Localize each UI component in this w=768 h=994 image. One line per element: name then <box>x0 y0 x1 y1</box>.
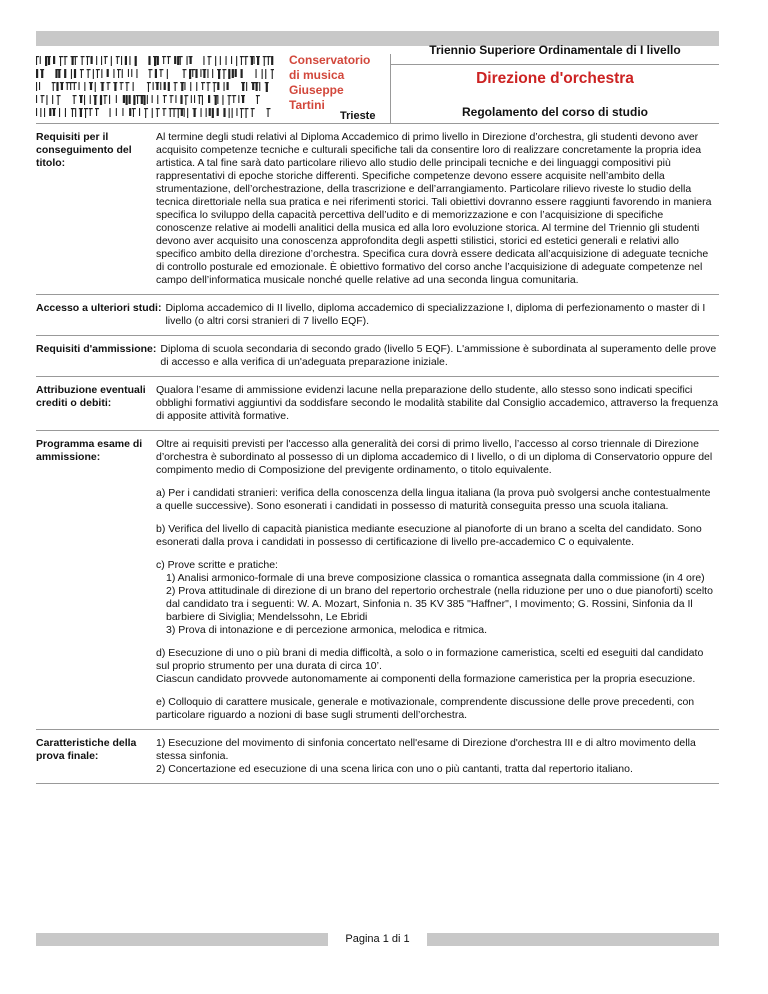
footer-bar-right <box>427 933 719 946</box>
section-text: Qualora l’esame di ammissione evidenzi lacune nella preparazione dello studente, allo stesso sono indicati specifici obblighi formativi aggiuntivi da soddisfare secondo le modalità stabilite dal Consiglio accademico, attraverso la frequenza di apposite attività formative. <box>156 384 719 422</box>
section-label: Caratteristiche della prova finale: <box>36 737 137 762</box>
section-prova-finale <box>36 734 719 784</box>
prova-finale-item: 2) Concertazione ed esecuzione di una scena lirica con uno o più cantanti, tratta dal repertorio italiano. <box>156 763 633 775</box>
section-requisiti-ammissione <box>36 340 719 377</box>
section-attribuzione <box>36 381 719 431</box>
section-text: Diploma di scuola secondaria di secondo grado (livello 5 EQF). L'ammissione è subordinata al superamento delle prove di accesso e alla verifica di un'adeguata preparazione iniziale. <box>160 343 717 368</box>
programma-c-title: c) Prove scritte e pratiche: <box>156 559 278 571</box>
section-accesso <box>36 299 719 336</box>
logo-line: Tartini <box>289 98 325 112</box>
section-programma <box>36 435 719 730</box>
course-title: Direzione d'orchestra <box>476 70 634 87</box>
programma-d2: Ciascun candidato provvede autonomamente ai componenti della formazione cameristica per la propria esecuzione. <box>156 673 696 685</box>
programma-d1: d) Esecuzione di uno o più brani di media difficoltà, a solo o in formazione cameristica, scelti ed eseguiti dal candidato sul proprio strumento per una durata di circa 10’. <box>156 647 704 672</box>
programma-a: a) Per i candidati stranieri: verifica della conoscenza della lingua italiana (la prova può svolgersi anche contestualmente a quelle successive). Sono esonerati i candidati in possesso di maturità conseguita presso una scuola italiana. <box>156 487 711 512</box>
prova-finale-item: 1) Esecuzione del movimento di sinfonia concertato nell'esame di Direzione d'orchestra III e di altro movimento della stessa sinfonia. <box>156 737 696 762</box>
page-number: Pagina 1 di 1 <box>345 933 410 945</box>
conservatory-logo-pattern <box>36 54 274 120</box>
logo-line: Giuseppe <box>289 83 344 97</box>
header-rule <box>391 64 719 65</box>
section-text: Diploma accademico di II livello, diploma accademico di specializzazione I, diploma di perfezionamento o master di I livello (o altri corsi stranieri di 7 livello EQF). <box>165 302 706 327</box>
section-label: Requisiti per il conseguimento del titolo: <box>36 131 132 169</box>
logo-line: di musica <box>289 68 345 82</box>
programma-c2: 2) Prova attitudinale di direzione di un brano del repertorio orchestrale (nella riduzione per uno o due pianoforti) scelto dal candidato tra i seguenti: W. A. Mozart, Sinfonia n. 35 KV 385 "Haffner", I movimento; G. Rossini, Sinfonia da Il barbiere di Siviglia; Mendelssohn, Le Ebridi <box>166 585 713 623</box>
logo-city: Trieste <box>340 110 376 122</box>
section-label: Programma esame di ammissione: <box>36 438 143 463</box>
programma-c1: 1) Analisi armonico-formale di una breve composizione classica o romantica assegnata dalla commissione (in 4 ore) <box>166 572 705 584</box>
section-body <box>156 438 719 722</box>
programma-e: e) Colloquio di carattere musicale, generale e motivazionale, comprendente discussione delle prove precedenti, con particolare riguardo a nozioni di base sugli strumenti dell’orchestra. <box>156 696 695 721</box>
course-type: Triennio Superiore Ordinamentale di I livello <box>429 43 681 57</box>
section-body <box>156 737 719 776</box>
document-title: Regolamento del corso di studio <box>461 105 649 119</box>
section-label: Requisiti d'ammissione: <box>36 343 157 355</box>
logo-line: Conservatorio <box>289 53 371 67</box>
programma-b: b) Verifica del livello di capacità pianistica mediante esecuzione al pianoforte di un brano a scelta del candidato. Sono esonerati dalla prova i candidati in possesso di certificazione di livello pre-accademico C o equivalente. <box>156 523 702 548</box>
programma-c <box>156 559 719 637</box>
section-text: Al termine degli studi relativi al Diploma Accademico di primo livello in Direzione d’orchestra, gli studenti devono aver acquisito competenze tecniche e culturali specifiche tali da consentire loro di realizzare concretamente la propria idea artistica. A tal fine sarà dato particolare rilievo allo studio delle principali tecniche e dei linguaggi compositivi più rappresentativi di epoche storiche differenti. Specifiche competenze devono essere acquisite nell’ambito della strumentazione, dell’orchestrazione, della trascrizione e dell’arrangiamento. Particolare rilievo riveste lo studio della tecnica direttoriale nella sua pratica e nei riferimenti storici. Tali obiettivi dovranno essere raggiunti favorendo in maniera specifica lo sviluppo della capacità percettiva dell’udito e di memorizzazione e con l’acquisizione di specifiche conoscenze relative ai modelli analitici della musica ed alla loro evoluzione storica. Al termine del Triennio gli studenti devono aver acquisito una conoscenza approfondita degli aspetti stilistici, storici ed estetici generali e relativi allo specifico ambito della direzione d’orchestra. Specifica cura dovrà essere dedicata all’acquisizione di adeguate tecniche di controllo posturale ed emozionale. È obiettivo formativo del corso anche l’acquisizione di adeguate competenze nel campo dell’informatica musicale nonché quelle relative ad una seconda lingua comunitaria. <box>156 131 712 286</box>
programma-intro: Oltre ai requisiti previsti per l'accesso alla generalità dei corsi di primo livello, l’accesso al corso triennale di Direzione d’orchestra è subordinato al possesso di un diploma accademico di I livello, o di un diploma di Conservatorio oppure del compimento medio di Composizione del previgente ordinamento, o titolo equivalente. <box>156 438 713 476</box>
programma-d <box>156 647 719 686</box>
header-bottom-rule <box>36 123 719 124</box>
programma-c3: 3) Prova di intonazione e di percezione armonica, melodica e ritmica. <box>166 624 487 636</box>
logo-text <box>289 53 379 113</box>
footer-bar-left <box>36 933 328 946</box>
section-label: Accesso a ulteriori studi: <box>36 302 162 314</box>
section-requisiti-conseguimento <box>36 128 719 295</box>
regulation-content <box>36 128 719 788</box>
section-label: Attribuzione eventuali crediti o debiti: <box>36 384 146 409</box>
